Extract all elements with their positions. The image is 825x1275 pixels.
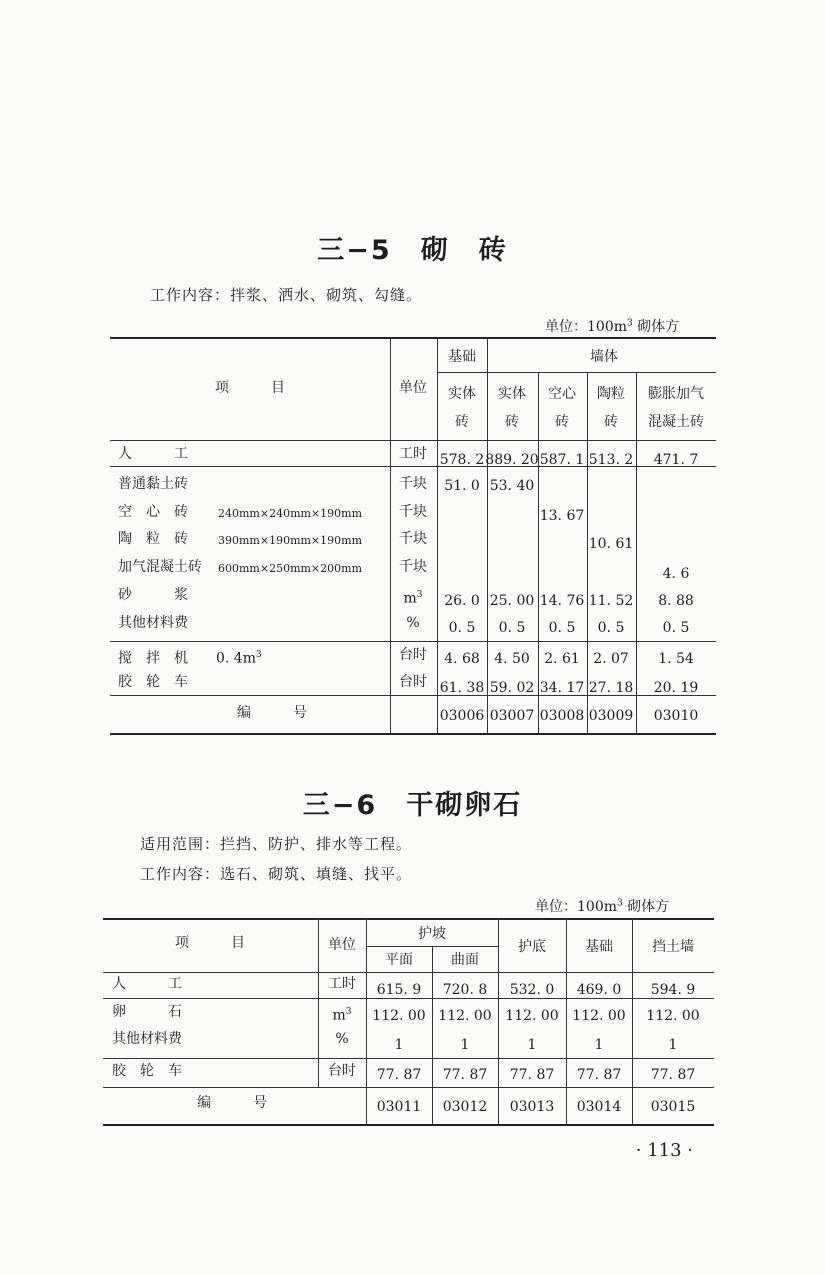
row-value: 1 [668, 1037, 678, 1053]
row-name: 普通黏土砖 [118, 476, 188, 492]
row-unit: 千块 [399, 559, 427, 575]
rule-line [103, 1087, 714, 1088]
row-value: 112. 00 [505, 1008, 559, 1024]
row-value: 1 [394, 1037, 404, 1053]
rule-line [437, 372, 716, 373]
row-spec: 390mm×190mm×190mm [218, 534, 363, 547]
row-value: 51. 0 [444, 478, 480, 494]
code-value: 03008 [539, 708, 585, 724]
column-line [632, 918, 633, 1124]
row-value: 1 [594, 1037, 604, 1053]
row-unit: 千块 [399, 531, 427, 547]
row-value: 61. 38 [439, 680, 485, 696]
code-value: 03011 [376, 1099, 422, 1115]
row-value: 471. 7 [653, 452, 699, 468]
row-value: 112. 00 [646, 1008, 700, 1024]
header-bottom: 护底 [518, 939, 546, 955]
row-value: 112. 00 [572, 1008, 626, 1024]
row-unit: $m^3$ [332, 1007, 352, 1024]
column-line [318, 918, 319, 1087]
row-value: 8. 88 [658, 593, 694, 609]
row-value: 13. 67 [539, 508, 585, 524]
row-value: 77. 87 [509, 1067, 555, 1083]
row-unit: $m^3$ [403, 590, 423, 607]
row-unit: 工时 [328, 976, 356, 992]
row-value: 4. 6 [662, 566, 690, 582]
rule-line [103, 998, 714, 999]
row-value: 0. 5 [448, 620, 476, 636]
row-unit: 台时 [399, 674, 427, 690]
row-value: 594. 9 [650, 982, 696, 998]
row-value: 77. 87 [442, 1067, 488, 1083]
rule-line [103, 918, 714, 920]
column-line [636, 372, 637, 733]
row-value: 0. 5 [548, 620, 576, 636]
code-value: 03007 [489, 708, 535, 724]
row-unit: 千块 [399, 476, 427, 492]
header-col-1-line1: 实体 [498, 386, 526, 402]
row-name: 搅 拌 机 0. $4m^3$ [118, 650, 262, 667]
row-value: 14. 76 [539, 593, 585, 609]
row-value: 77. 87 [650, 1067, 696, 1083]
code-value: 03010 [653, 708, 699, 724]
row-spec: 600mm×250mm×200mm [218, 562, 363, 575]
row-name: 其他材料费 [112, 1031, 182, 1047]
row-value: 26. 0 [444, 593, 480, 609]
row-value: 889. 20 [485, 452, 539, 468]
row-value: 587. 1 [539, 452, 585, 468]
rule-line [110, 733, 716, 735]
row-value: 469. 0 [576, 982, 622, 998]
row-unit: 台时 [328, 1063, 356, 1079]
work-content-2: 工作内容：选石、砌筑、填缝、找平。 [140, 865, 413, 883]
header-col-3-line2: 砖 [604, 414, 618, 430]
header-foundation: 基础 [585, 939, 613, 955]
header-col-2-line1: 空心 [548, 386, 576, 402]
row-value: 0. 5 [597, 620, 625, 636]
column-line [538, 372, 539, 733]
row-value: 532. 0 [509, 982, 555, 998]
code-value: 03009 [588, 708, 634, 724]
row-value: 1 [527, 1037, 537, 1053]
row-value: 615. 9 [376, 982, 422, 998]
column-line [566, 918, 567, 1124]
header-col-4-line2: 混凝土砖 [648, 414, 704, 430]
rule-line [110, 440, 716, 441]
header-group-foundation: 基础 [448, 349, 476, 365]
unit-note: 单位：$100m^3$ 砌体方 [545, 318, 680, 335]
row-value: 0. 5 [498, 620, 526, 636]
row-name: 卵 石 [112, 1004, 182, 1020]
row-name: 胶 轮 车 [118, 674, 188, 690]
header-retaining: 挡土墙 [652, 939, 694, 955]
row-spec: 240mm×240mm×190mm [218, 507, 363, 520]
header-sub-flat: 平面 [385, 952, 413, 968]
row-name: 其他材料费 [118, 615, 188, 631]
row-value: 4. 68 [444, 651, 480, 667]
row-name: 砂 浆 [118, 587, 188, 603]
row-value: 53. 40 [489, 478, 535, 494]
header-col-0-line1: 实体 [448, 386, 476, 402]
column-line [390, 337, 391, 733]
header-unit: 单位 [328, 937, 356, 953]
column-line [587, 372, 588, 733]
header-group-slope: 护坡 [418, 926, 446, 942]
header-unit: 单位 [399, 380, 427, 396]
row-unit: % [406, 615, 420, 631]
row-unit: 工时 [399, 446, 427, 462]
section-title-masonry: 三−5 砌 砖 [317, 235, 508, 266]
code-value: 03015 [650, 1099, 696, 1115]
header-sub-curved: 曲面 [451, 952, 479, 968]
row-value: 25. 00 [489, 593, 535, 609]
row-value: 77. 87 [576, 1067, 622, 1083]
row-unit: % [335, 1031, 349, 1047]
row-name: 空 心 砖 [118, 504, 188, 520]
scope-note: 适用范围：拦挡、防护、排水等工程。 [140, 835, 413, 853]
row-value: 4. 50 [494, 651, 530, 667]
header-group-wall: 墙体 [590, 349, 618, 365]
row-value: 77. 87 [376, 1067, 422, 1083]
row-value: 513. 2 [588, 452, 634, 468]
header-item: 项 目 [175, 935, 245, 951]
row-value: 11. 52 [588, 593, 634, 609]
header-col-4-line1: 膨胀加气 [648, 386, 704, 402]
row-name: 胶 轮 车 [112, 1063, 182, 1079]
row-unit: 千块 [399, 504, 427, 520]
row-value: 578. 2 [439, 452, 485, 468]
row-value: 112. 00 [438, 1008, 492, 1024]
column-line [366, 918, 367, 1124]
row-value: 112. 00 [372, 1008, 426, 1024]
page-number: · 113 · [635, 1140, 693, 1161]
code-value: 03013 [509, 1099, 555, 1115]
unit-note-2: 单位：$100m^3$ 砌体方 [535, 898, 670, 915]
row-name: 人 工 [118, 446, 188, 462]
section-title-dry-pebble: 三−6 干砌卵石 [302, 790, 523, 821]
row-name: 陶 粒 砖 [118, 531, 188, 547]
header-item: 项 目 [215, 380, 285, 396]
code-value: 03014 [576, 1099, 622, 1115]
header-col-2-line2: 砖 [555, 414, 569, 430]
rule-line [103, 972, 714, 973]
rule-line [103, 1124, 714, 1126]
column-line [432, 946, 433, 1124]
rule-line [110, 337, 716, 339]
rule-line [110, 641, 716, 642]
row-value: 1. 54 [658, 651, 694, 667]
row-name: 加气混凝土砖 [118, 559, 202, 575]
column-line [487, 337, 488, 733]
row-value: 59. 02 [489, 680, 535, 696]
row-value: 10. 61 [588, 536, 634, 552]
row-value: 27. 18 [588, 680, 634, 696]
column-line [437, 337, 438, 733]
header-col-1-line2: 砖 [505, 414, 519, 430]
work-content: 工作内容：拌浆、洒水、砌筑、勾缝。 [150, 286, 423, 304]
row-value: 720. 8 [442, 982, 488, 998]
header-col-3-line1: 陶粒 [597, 386, 625, 402]
row-value: 2. 07 [593, 651, 629, 667]
code-value: 03012 [442, 1099, 488, 1115]
rule-line [103, 1058, 714, 1059]
row-unit: 台时 [399, 647, 427, 663]
code-label: 编 号 [237, 705, 307, 721]
row-value: 0. 5 [662, 620, 690, 636]
row-value: 20. 19 [653, 680, 699, 696]
code-value: 03006 [439, 708, 485, 724]
column-line [498, 918, 499, 1124]
header-col-0-line2: 砖 [455, 414, 469, 430]
row-name: 人 工 [112, 976, 182, 992]
row-value: 1 [460, 1037, 470, 1053]
code-label: 编 号 [197, 1095, 267, 1111]
row-value: 2. 61 [544, 651, 580, 667]
row-value: 34. 17 [539, 680, 585, 696]
